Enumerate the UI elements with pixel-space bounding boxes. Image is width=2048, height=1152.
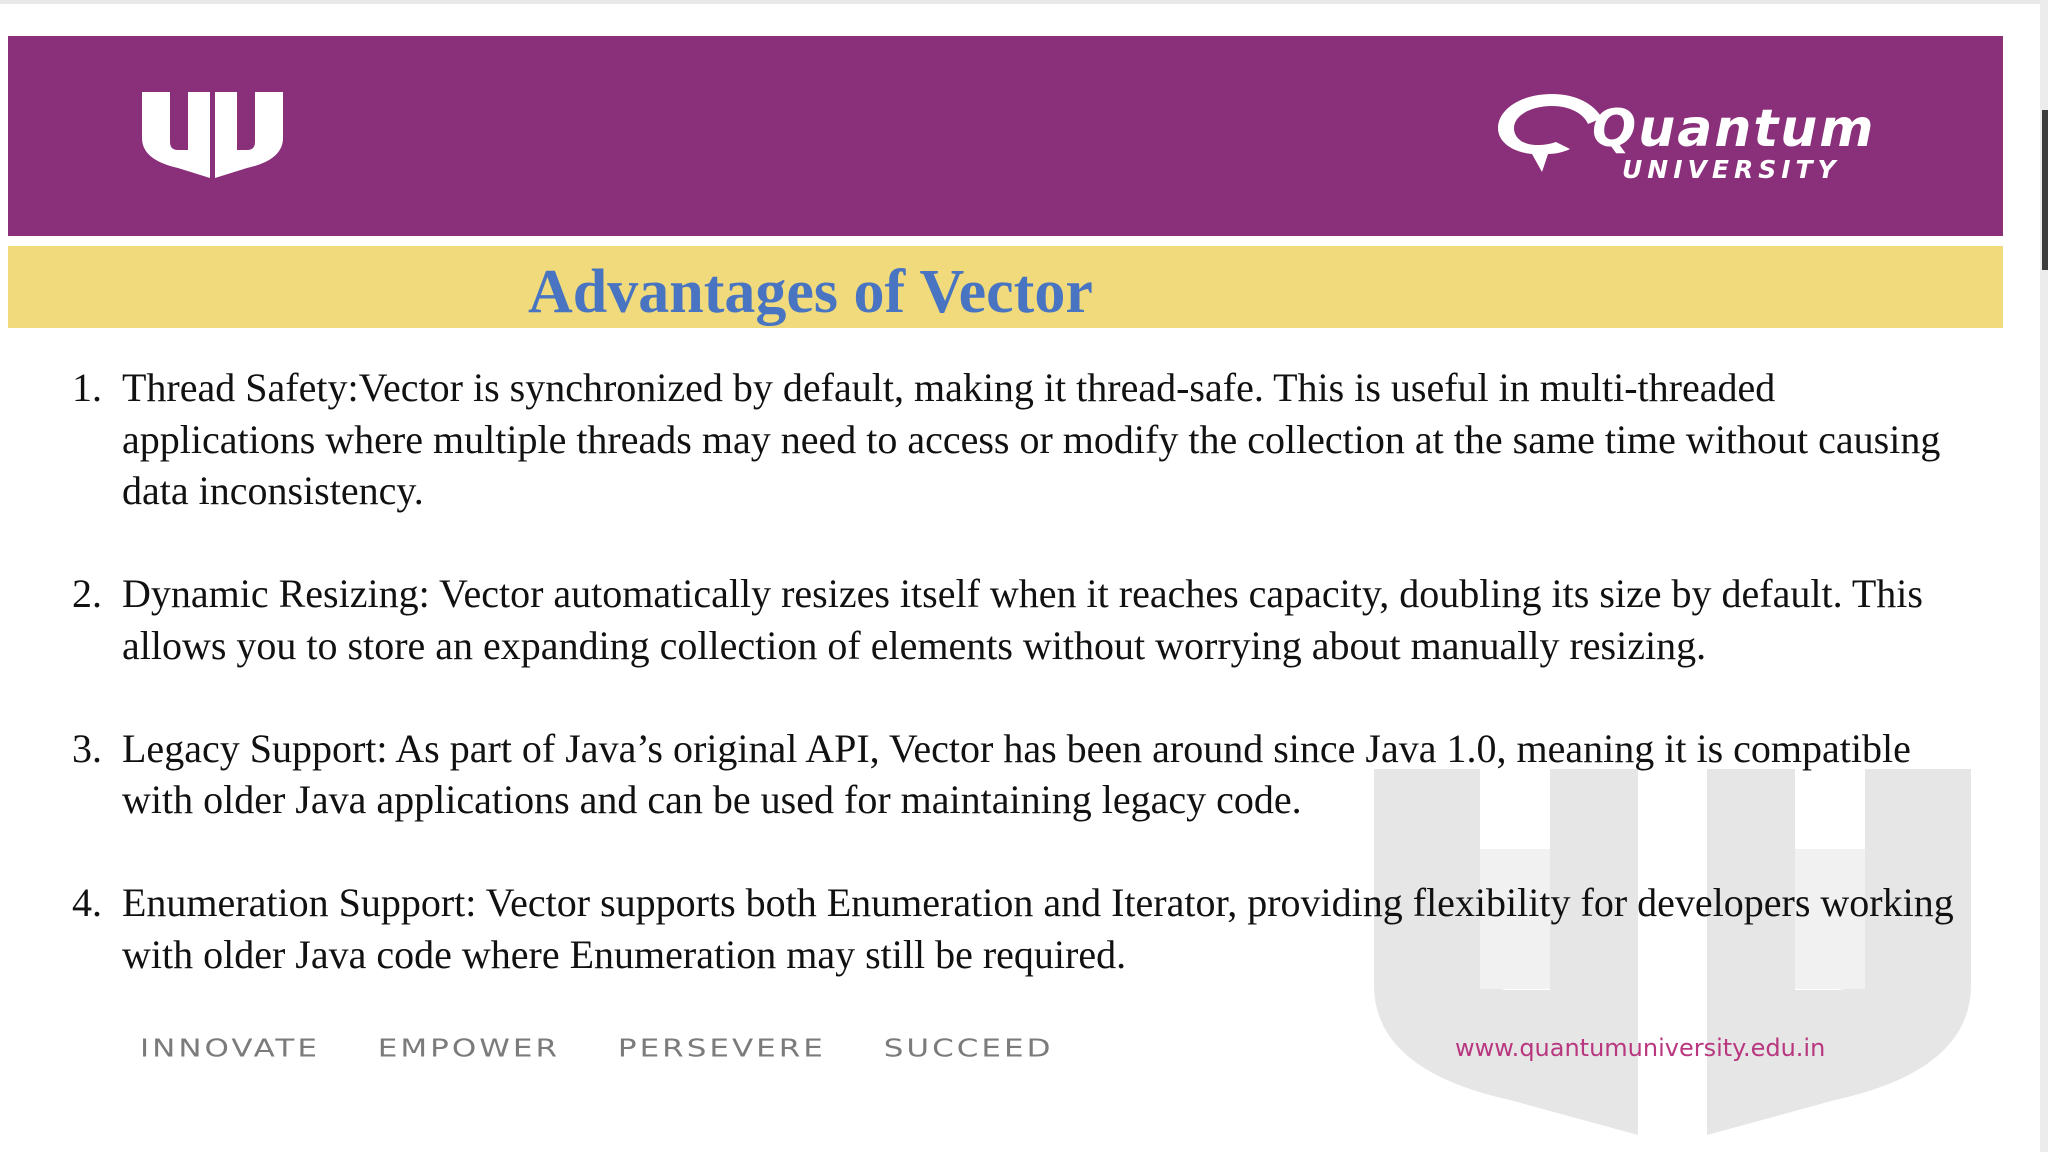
scrollbar-thumb[interactable] bbox=[2042, 110, 2048, 270]
slide-title: Advantages of Vector bbox=[528, 258, 1093, 326]
brand-name: Quantum bbox=[1592, 99, 1876, 159]
list-item-number: 3. bbox=[72, 725, 102, 771]
advantages-list bbox=[72, 362, 1972, 1032]
list-item bbox=[72, 723, 1972, 826]
list-item-number: 4. bbox=[72, 880, 102, 925]
list-item bbox=[72, 362, 1972, 517]
list-item-text: Enumeration Support: Vector supports both Enumeration and Iterator, providing flexibility for developers working with older Java code where Enumeration may still be required. bbox=[122, 880, 1954, 977]
list-item-number: 2. bbox=[72, 571, 102, 616]
list-item-number: 1. bbox=[72, 365, 102, 410]
tagline-persevere: PERSEVERE bbox=[617, 1034, 826, 1063]
brand-subtitle: UNIVERSITY bbox=[1622, 155, 1841, 183]
list-item bbox=[72, 877, 1972, 980]
university-emblem-icon bbox=[140, 90, 285, 180]
tagline bbox=[140, 1034, 1098, 1063]
list-item-text: Legacy Support: As part of Java’s original API, Vector has been around since Java 1.0, meaning it is compatible with older Java applications and can be used for maintaining legacy code. bbox=[122, 725, 1911, 822]
tagline-empower: EMPOWER bbox=[377, 1034, 561, 1063]
website-link[interactable]: www.quantumuniversity.edu.in bbox=[1455, 1034, 1826, 1062]
list-item-text: Thread Safety:Vector is synchronized by default, making it thread-safe. This is useful in multi-threaded applications where multiple threads may need to access or modify the collection at the same time without causing data inconsistency. bbox=[122, 365, 1941, 513]
top-border bbox=[0, 0, 2048, 4]
quantum-university-logo bbox=[1490, 88, 1900, 183]
list-item-text: Dynamic Resizing: Vector automatically resizes itself when it reaches capacity, doubling its size by default. This allows you to store an expanding collection of elements without worrying about manually resizing. bbox=[122, 571, 1923, 668]
list-item bbox=[72, 568, 1972, 671]
tagline-succeed: SUCCEED bbox=[883, 1034, 1054, 1063]
tagline-innovate: INNOVATE bbox=[140, 1034, 320, 1063]
